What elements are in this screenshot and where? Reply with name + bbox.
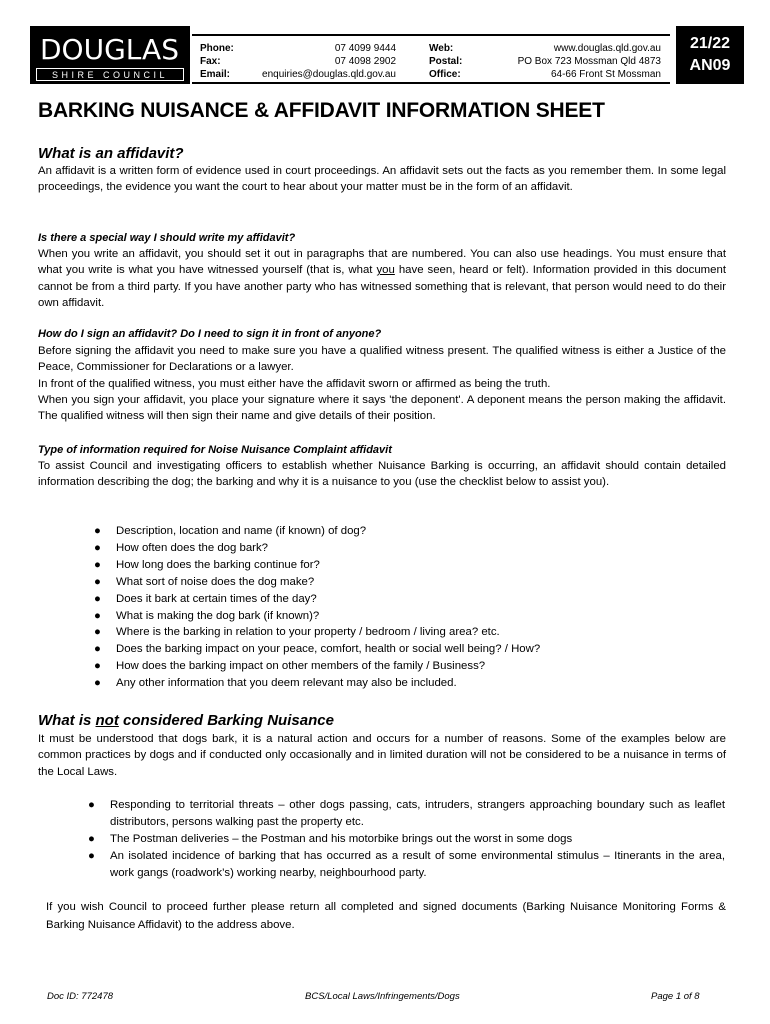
section-heading-sign: How do I sign an affidavit? Do I need to sign it in front of anyone? bbox=[38, 328, 382, 340]
bullet-icon: ● bbox=[94, 541, 101, 554]
bullet-icon: ● bbox=[94, 558, 101, 571]
list-item: ● How does the barking impact on other members of the family / Business? bbox=[116, 658, 726, 675]
list-item: ● What is making the dog bark (if known)? bbox=[116, 608, 726, 625]
checklist bbox=[94, 523, 726, 692]
list-item: ● Does the barking impact on your peace, comfort, health or social well being? / How? bbox=[116, 641, 726, 658]
list-item: ● What sort of noise does the dog make? bbox=[116, 574, 726, 591]
page-title: BARKING NUISANCE & AFFIDAVIT INFORMATION SHEET bbox=[38, 99, 605, 122]
bullet-icon: ● bbox=[94, 575, 101, 588]
bullet-icon: ● bbox=[94, 643, 101, 656]
list-item: ● Any other information that you deem relevant may also be included. bbox=[116, 675, 726, 692]
list-item: ● The Postman deliveries – the Postman and his motorbike brings out the worst in some dogs bbox=[110, 831, 725, 848]
bullet-icon: ● bbox=[88, 849, 95, 862]
bullet-icon: ● bbox=[94, 626, 101, 639]
office-label: Office: bbox=[429, 69, 461, 80]
web-label: Web: bbox=[429, 43, 454, 54]
fax-label: Fax: bbox=[200, 56, 221, 67]
footer-page-number: Page 1 of 8 bbox=[651, 991, 700, 1002]
bullet-icon: ● bbox=[94, 525, 101, 537]
bullet-icon: ● bbox=[88, 799, 95, 811]
email-label: Email: bbox=[200, 69, 231, 80]
postal-label: Postal: bbox=[429, 56, 463, 67]
paragraph-not-nuisance: It must be understood that dogs bark, it is a natural action and occurs for a number of reasons. Some of the examples below are common practices by dogs and if conducted only occasionally and in limited duration will not be considered to be a nuisance in terms of the Local Laws. bbox=[38, 733, 726, 778]
council-logo bbox=[30, 26, 190, 84]
list-item: ● Description, location and name (if known) of dog? bbox=[116, 523, 726, 540]
bullet-icon: ● bbox=[94, 609, 101, 622]
paragraph-sign-2: In front of the qualified witness, you must either have the affidavit sworn or affirmed as being the truth. bbox=[38, 378, 551, 390]
office-value: 64-66 Front St Mossman bbox=[550, 69, 661, 80]
paragraph-write-part-b: have seen, heard or felt). Information provided in this document cannot be from a third party. If you have another party who has witnessed something that is relevant, that person would need to do their own affidavit. bbox=[38, 264, 726, 310]
footer-doc-id: Doc ID: 772478 bbox=[47, 991, 114, 1002]
code-id: AN09 bbox=[689, 57, 731, 74]
paragraph-sign-3: When you sign your affidavit, you place your signature where it says 'the deponent'. A deponent means the person making the affidavit. The qualified witness will then sign their name and give details of their position. bbox=[38, 394, 726, 423]
closing-paragraph: If you wish Council to proceed further please return all completed and signed documents (Barking Nuisance Monitoring Forms & Barking Nuisance Affidavit) to the address above. bbox=[46, 901, 726, 931]
bullet-icon: ● bbox=[94, 660, 101, 673]
section-heading-not-nuisance: What is not considered Barking Nuisance bbox=[38, 712, 334, 729]
paragraph-sign-1: Before signing the affidavit you need to make sure you have a qualified witness present. The qualified witness is either a Justice of the Peace, Commissioner for Declarations or a lawyer. bbox=[38, 345, 726, 374]
paragraph-affidavit: An affidavit is a written form of evidence used in court proceedings. An affidavit sets out the facts as you remember them. In some legal proceedings, the evidence you want the court to hear about your matter must be in the form of an affidavit. bbox=[38, 165, 726, 194]
bullet-icon: ● bbox=[94, 592, 101, 605]
list-item: ● Does it bark at certain times of the day? bbox=[116, 591, 726, 608]
fax-value: 07 4098 2902 bbox=[334, 56, 396, 67]
document-code-box bbox=[676, 26, 744, 84]
paragraph-info-required: To assist Council and investigating officers to establish whether Nuisance Barking is occurring, an affidavit should contain detailed information describing the dog; the barking and why it is a nuisance to you (use the checklist below to assist you). bbox=[38, 460, 726, 489]
phone-value: 07 4099 9444 bbox=[334, 43, 396, 54]
section-heading-info-required: Type of information required for Noise Nuisance Complaint affidavit bbox=[38, 444, 392, 456]
list-item: ● How often does the dog bark? bbox=[116, 540, 726, 557]
footer-path: BCS/Local Laws/Infringements/Dogs bbox=[305, 991, 460, 1002]
logo-main-text: DOUGLAS bbox=[40, 33, 179, 66]
web-value[interactable]: www.douglas.qld.gov.au bbox=[553, 43, 661, 54]
paragraph-write-part-a: When you write an affidavit, you should set it out in paragraphs that are numbered. You can also use headings. You must ensure that what you write is what you have witnessed yourself (that is, what bbox=[38, 248, 726, 277]
paragraph-write-underlined: you bbox=[376, 264, 395, 277]
email-value[interactable]: enquiries@douglas.qld.gov.au bbox=[262, 69, 396, 80]
bullet-icon: ● bbox=[94, 677, 101, 690]
list-item: ● An isolated incidence of barking that has occurred as a result of some environmental stimulus – Itinerants in the area, work gangs (roadwork’s) working nearby, neighbourhood party. bbox=[88, 849, 725, 879]
examples-list bbox=[88, 797, 725, 882]
section-heading-affidavit: What is an affidavit? bbox=[38, 145, 184, 162]
bullet-icon: ● bbox=[88, 832, 95, 845]
list-item: ● Responding to territorial threats – other dogs passing, cats, intruders, strangers approaching boundary such as leaflet distributors, persons walking past the property etc. bbox=[88, 799, 725, 828]
list-item: ● How long does the barking continue for? bbox=[116, 557, 726, 574]
section-heading-write: Is there a special way I should write my affidavit? bbox=[38, 232, 296, 244]
heading-underlined-not: not bbox=[95, 712, 119, 729]
code-year: 21/22 bbox=[689, 35, 731, 52]
logo-sub-text: SHIRE COUNCIL bbox=[36, 68, 184, 81]
paragraph-write bbox=[38, 246, 726, 312]
phone-label: Phone: bbox=[200, 43, 234, 54]
list-item: ● Where is the barking in relation to your property / bedroom / living area? etc. bbox=[116, 624, 726, 641]
postal-value: PO Box 723 Mossman Qld 4873 bbox=[517, 56, 661, 67]
